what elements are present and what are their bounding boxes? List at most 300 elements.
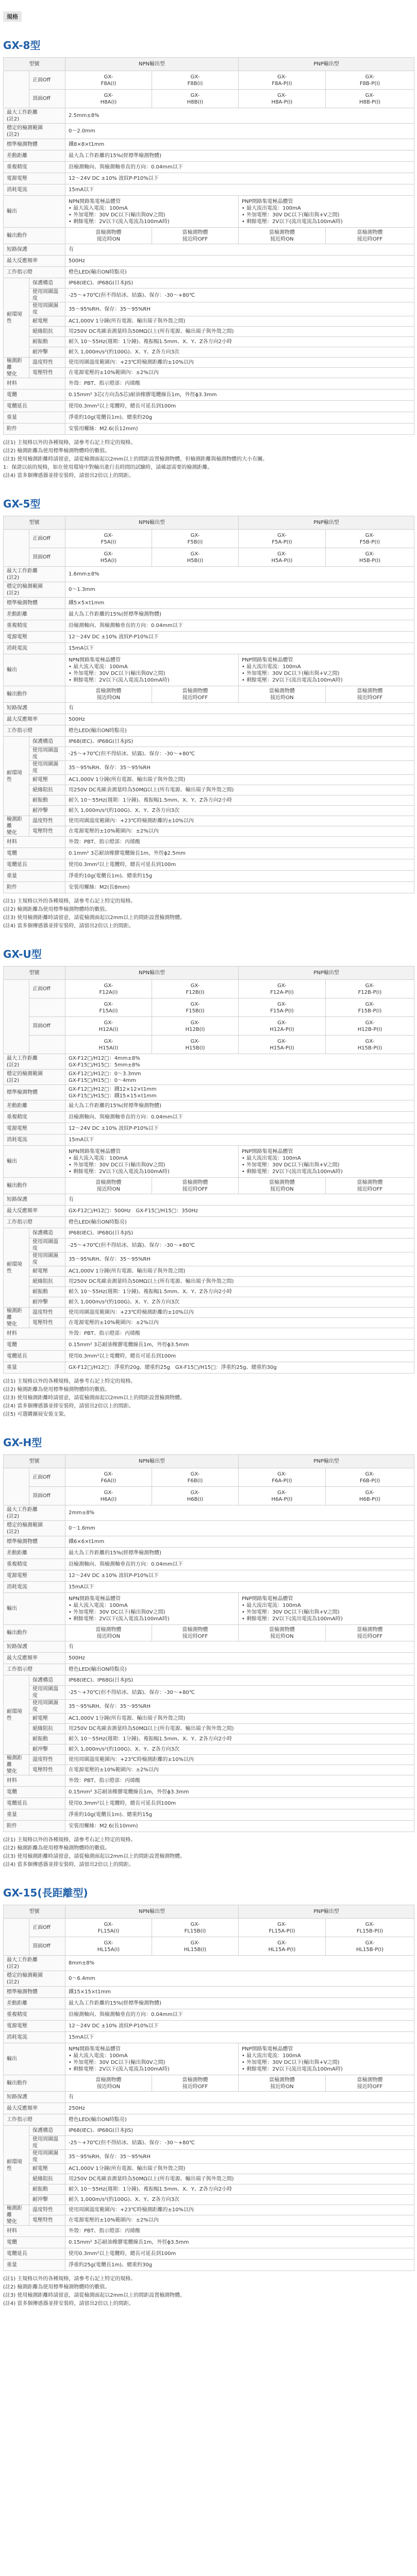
label-cell xyxy=(29,2126,65,2136)
table-row xyxy=(4,162,414,173)
value-cell xyxy=(65,2103,414,2114)
cell-text: 工作指示燈 xyxy=(7,1219,32,1225)
value-cell xyxy=(239,2075,326,2092)
table-row xyxy=(4,816,414,826)
label-cell xyxy=(4,848,65,859)
table-row xyxy=(4,1277,414,1287)
cell-text: 電壓特性 xyxy=(32,370,53,376)
table-row xyxy=(4,1548,414,1559)
label-cell xyxy=(4,859,65,871)
note-line: (註1) 主規格以外的各種規格，請參考右記上特定的規格。 xyxy=(3,1379,136,1384)
cell-text: AC1,000V 1分鐘(所有電源、輸出端子與外殼之間) xyxy=(69,2166,186,2172)
label-cell xyxy=(29,1017,65,1036)
value-cell xyxy=(65,1100,414,1112)
table-row xyxy=(4,2174,414,2184)
cell-text: PNP開路集電極晶體管 • 最大流出電流：100mA • 外加電壓：30V DC以下(輸出與+V之間) • 剩餘電壓：2V以下(流出電流為100mA時) xyxy=(242,657,343,683)
cell-text: 重量 xyxy=(7,1812,17,1818)
cell-text: 重量 xyxy=(7,415,17,420)
note-line: (註2) 檢測距離為使用標準檢測物體時的數值。 xyxy=(3,448,110,454)
value-cell xyxy=(65,1297,414,1308)
value-cell xyxy=(65,2248,414,2260)
model-cell xyxy=(152,1468,239,1487)
label-cell xyxy=(4,1194,65,1206)
label-cell xyxy=(29,1318,65,1328)
cell-text: 材料 xyxy=(7,2228,17,2234)
cell-text: 使用周圍濕度 xyxy=(32,1700,58,1713)
label-cell xyxy=(4,582,65,598)
cell-text: GX- H6B(I) xyxy=(187,1489,204,1502)
cell-text: 保護構造 xyxy=(32,1677,53,1683)
cell-text: GX- H8A(I) xyxy=(100,92,117,105)
table-row xyxy=(4,1641,414,1653)
cell-text: 電源電壓 xyxy=(7,176,27,181)
table-row xyxy=(4,1787,414,1798)
table-row xyxy=(4,1809,414,1821)
table-row xyxy=(4,737,414,747)
cell-text: GX- FL15A-P(I) xyxy=(269,1921,295,1934)
cell-text: 電纜延長 xyxy=(7,1801,27,1806)
cell-text: 使用0.3mm²以上電纜時，總長可延長到100m xyxy=(69,1801,176,1806)
section-title: GX-15(長距離型) xyxy=(3,1887,88,1899)
label-cell xyxy=(4,1070,65,1085)
cell-text: 輸出動作 xyxy=(7,1183,27,1189)
cell-text: 附件 xyxy=(7,426,17,432)
table-row xyxy=(4,1362,414,1374)
cell-text: 正面Off xyxy=(32,77,51,83)
label-cell xyxy=(4,228,65,244)
cell-text: 穩定的檢測範圍 (註2) xyxy=(7,583,43,596)
model-cell xyxy=(239,1017,326,1036)
label-cell xyxy=(4,1593,65,1625)
cell-text: 差動距離 xyxy=(7,2001,27,2006)
header-cell xyxy=(4,967,65,980)
table-row xyxy=(4,1714,414,1724)
value-cell xyxy=(65,620,414,632)
label-cell xyxy=(29,278,65,289)
cell-text: NPN開路集電極晶體管 • 最大流入電流：100mA • 外加電壓：30V DC以下(輸出與0V之間) • 剩餘電壓：2V以下(流入電流為100mA時) xyxy=(69,1148,170,1175)
cell-text: 使用0.3mm²以上電纜時，總長可延長到100m xyxy=(69,403,176,409)
table-row xyxy=(4,1998,414,2009)
cell-text: 耐電壓 xyxy=(32,1716,48,1721)
note-line: (註4) 當多個傳感器並排安裝時，請留出2倍以上的間距。 xyxy=(3,1403,134,1409)
cell-text: NPN輸出型 xyxy=(139,1459,165,1464)
model-cell xyxy=(152,1036,239,1054)
cell-text: GX-F12□/H12□：4mm±8% GX-F15□/H15□：5mm±8% xyxy=(69,1055,140,1068)
model-cell xyxy=(239,71,326,90)
table-row xyxy=(4,725,414,737)
label-cell xyxy=(29,289,65,302)
model-cell xyxy=(65,71,152,90)
cell-text: PNP輸出型 xyxy=(313,970,339,976)
cell-text: GX- H5B(I) xyxy=(187,551,204,564)
cell-text: 耐久 1,000m/s²(約100G)、X、Y、Z各方向3次 xyxy=(69,349,179,355)
table-row xyxy=(4,1134,414,1146)
label-cell xyxy=(29,1734,65,1744)
label-cell xyxy=(4,598,65,609)
cell-text: 沿檢測軸向、與檢測軸垂直的方向：0.04mm以下 xyxy=(69,1562,183,1567)
table-row xyxy=(4,289,414,302)
label-cell xyxy=(29,737,65,747)
label-cell xyxy=(4,1809,65,1821)
label-cell xyxy=(4,1570,65,1582)
table-row xyxy=(4,2043,414,2075)
cell-text: 最大為工作距離的15%(經標準檢測物體) xyxy=(69,612,162,617)
value-cell xyxy=(65,1134,414,1146)
label-cell xyxy=(4,620,65,632)
value-cell xyxy=(65,1734,414,1744)
cell-text: 附件 xyxy=(7,885,17,890)
cell-text: 在電源電壓的±10%範圍內：±2%以內 xyxy=(69,828,159,834)
value-cell xyxy=(152,686,239,703)
cell-text: IP68(IEC)、IP68G(日本JIS) xyxy=(69,1677,134,1683)
value-cell xyxy=(239,686,326,703)
cell-text: IP68(IEC)、IP68G(日本JIS) xyxy=(69,1230,134,1236)
cell-text: 短路保護 xyxy=(7,1644,27,1650)
cell-text: 工作指示燈 xyxy=(7,269,32,275)
cell-text: 短路保護 xyxy=(7,247,27,252)
table-row xyxy=(4,1217,414,1228)
note-line: (註4) 當多個傳感器並排安裝時，請留出2倍以上的間距。 xyxy=(3,1862,134,1868)
model-cell xyxy=(65,548,152,567)
value-cell xyxy=(65,1593,239,1625)
value-cell xyxy=(65,2215,414,2226)
model-cell xyxy=(65,1468,152,1487)
cell-text: 耐沖擊 xyxy=(32,1299,48,1305)
table-row xyxy=(4,582,414,598)
cell-text: 在電源電壓的±10%範圍內：±2%以內 xyxy=(69,2217,159,2223)
cell-text: 1.6mm±8% xyxy=(69,571,99,577)
label-cell xyxy=(29,347,65,358)
table-row xyxy=(4,643,414,654)
value-cell xyxy=(65,1971,414,1987)
cell-text: 耐電壓 xyxy=(32,318,48,324)
note-line: (註3) 使用檢測距離時請留意，請從檢測面起以2mm以上的間距設置檢測物體。 xyxy=(3,1395,186,1401)
label-cell xyxy=(29,1487,65,1505)
cell-text: 最大工作距離 (註2) xyxy=(7,1055,38,1068)
label-cell xyxy=(4,196,65,228)
cell-text: 最大為工作距離的15%(經標準檢測物體) xyxy=(69,1103,162,1109)
label-cell xyxy=(4,882,65,893)
cell-text: 當檢測物體 接近時ON xyxy=(269,1179,295,1192)
value-cell xyxy=(65,2150,414,2164)
label-cell xyxy=(4,871,65,882)
value-cell xyxy=(65,173,414,184)
cell-text: PNP輸出型 xyxy=(313,520,339,526)
value-cell xyxy=(65,1287,414,1297)
label-cell xyxy=(4,1971,65,1987)
cell-text: 沿檢測軸向、與檢測軸垂直的方向：0.04mm以下 xyxy=(69,623,183,629)
label-cell xyxy=(4,632,65,643)
label-cell xyxy=(4,378,65,389)
value-cell xyxy=(65,2114,414,2126)
group-label-cell xyxy=(4,1755,29,1775)
cell-text: GX- F5A-P(I) xyxy=(272,532,292,545)
label-cell xyxy=(4,1775,65,1787)
table-row xyxy=(4,1112,414,1123)
label-cell xyxy=(4,1582,65,1593)
cell-text: 輸出 xyxy=(7,1606,17,1612)
cell-text: 0.15mm² 3芯(方向為5芯)耐油橡膠電纜線長1m，外徑ϕ3.3mm xyxy=(69,392,217,398)
value-cell xyxy=(65,1328,414,1340)
table-row xyxy=(4,1351,414,1362)
cell-text: 絕緣阻抗 xyxy=(32,329,53,334)
cell-text: 材料 xyxy=(7,1331,17,1336)
table-row xyxy=(4,1905,414,1919)
table-row xyxy=(4,1146,414,1178)
cell-text: 最大為工作距離的15%(經標準檢測物體) xyxy=(69,1550,162,1556)
cell-text: GX- F8A(I) xyxy=(101,74,116,87)
value-cell xyxy=(65,1755,414,1765)
value-cell xyxy=(65,686,152,703)
spec-tag: 規格 xyxy=(3,11,22,22)
cell-text: 標準檢測物體 xyxy=(7,142,38,147)
table-row xyxy=(4,1755,414,1765)
cell-text: GX- HL15B(I) xyxy=(184,1940,207,1953)
value-cell xyxy=(65,761,414,775)
value-cell xyxy=(65,1765,414,1775)
label-cell xyxy=(29,90,65,108)
label-cell xyxy=(29,1724,65,1734)
cell-text: GX- H12B(I) xyxy=(185,1020,205,1032)
cell-text: 0～1.6mm xyxy=(69,1526,95,1531)
notes-block xyxy=(3,897,414,930)
model-cell xyxy=(65,1937,152,1956)
cell-text: 使用周圍濕度 xyxy=(32,2150,58,2163)
header-cell xyxy=(4,1905,65,1919)
cell-text: 標準檢測物體 xyxy=(7,1989,38,1995)
cell-text: 15mA以下 xyxy=(69,2035,94,2040)
label-cell xyxy=(29,71,65,90)
cell-text: 溫度特性 xyxy=(32,2207,53,2213)
cell-text: 橙色LED(輸出ON時點亮) xyxy=(69,2117,127,2123)
cell-text: 鐵6×6×t1mm xyxy=(69,1539,105,1545)
table-row xyxy=(4,347,414,358)
value-cell xyxy=(65,1675,414,1686)
cell-text: 35～95%RH、保存：35～95%RH xyxy=(69,1256,151,1262)
table-row xyxy=(4,256,414,267)
label-cell xyxy=(4,124,65,139)
cell-text: 當檢測物體 接近時ON xyxy=(95,2077,122,2090)
cell-text: AC1,000V 1分鐘(所有電源、輸出端子與外殼之間) xyxy=(69,777,186,783)
table-row xyxy=(4,703,414,714)
value-cell xyxy=(65,1686,414,1700)
cell-text: 用250V DC兆歐表測量時為50MΩ以上(所有電源、輸出端子與外殼之間) xyxy=(69,2176,234,2182)
cell-text: 耐沖擊 xyxy=(32,808,48,814)
cell-text: GX-F12□/H12□：淨重約20g、總重約25g GX-F15□/H15□：淨重約25g、總重約30g xyxy=(69,1365,277,1370)
value-cell xyxy=(65,2021,414,2032)
cell-text: 15mA以下 xyxy=(69,187,94,193)
table-row xyxy=(4,327,414,337)
value-cell xyxy=(65,1505,414,1521)
cell-text: 外殼：PBT、指示燈部：丙烯酸 xyxy=(69,381,140,386)
cell-text: GX- H6A-P(I) xyxy=(271,1489,293,1502)
cell-text: 短路保護 xyxy=(7,1197,27,1202)
value-cell xyxy=(65,859,414,871)
value-cell xyxy=(65,1228,414,1239)
table-row xyxy=(4,1017,414,1036)
table-row xyxy=(4,337,414,347)
label-cell xyxy=(29,2215,65,2226)
value-cell xyxy=(65,747,414,761)
value-cell xyxy=(65,1809,414,1821)
group-label-cell xyxy=(4,1675,29,1755)
label-cell xyxy=(4,1328,65,1340)
cell-text: GX- H12B-P(I) xyxy=(357,1020,382,1032)
label-cell xyxy=(4,173,65,184)
table-row xyxy=(4,389,414,401)
label-cell xyxy=(4,1054,65,1070)
note-line: (註3) 使用檢測距離時請留意，請從檢測面起以2mm以上的間距設置檢測物體，但檢測距離與檢測物體的大小有關。 xyxy=(3,456,268,462)
note-line: (註1) 主規格以外的各種規格，請參考右記上特定的規格。 xyxy=(3,899,136,904)
value-cell xyxy=(65,725,414,737)
cell-text: 使用周圍溫度範圍內：+23℃時檢測距離的±10%以內 xyxy=(69,1310,194,1315)
cell-text: 檢測距離 變化 xyxy=(7,1308,22,1327)
cell-text: 電纜 xyxy=(7,1342,17,1348)
cell-text: 沿檢測軸向、與檢測軸垂直的方向：0.04mm以下 xyxy=(69,164,183,170)
value-cell xyxy=(65,1178,152,1194)
value-cell xyxy=(65,795,414,806)
cell-text: 耐沖擊 xyxy=(32,2197,48,2202)
label-cell xyxy=(4,1521,65,1536)
cell-text: 電源電壓 xyxy=(7,2023,27,2029)
value-cell xyxy=(65,1641,414,1653)
model-cell xyxy=(152,548,239,567)
model-cell xyxy=(152,90,239,108)
cell-text: 最大反應頻率 xyxy=(7,2106,38,2111)
cell-text: 保護構造 xyxy=(32,1230,53,1236)
table-row xyxy=(4,184,414,196)
label-cell xyxy=(29,1675,65,1686)
value-cell xyxy=(65,1653,414,1664)
value-cell xyxy=(65,378,414,389)
label-cell xyxy=(29,2150,65,2164)
cell-text: 使用周圍溫度 xyxy=(32,2137,58,2149)
cell-text: 材料 xyxy=(7,839,17,845)
cell-text: 沿檢測軸向、與檢測軸垂直的方向：0.04mm以下 xyxy=(69,1114,183,1120)
cell-text: 頂面Off xyxy=(32,1943,51,1949)
table-row xyxy=(4,1775,414,1787)
label-cell xyxy=(4,256,65,267)
cell-text: 用250V DC兆歐表測量時為50MΩ以上(所有電源、輸出端子與外殼之間) xyxy=(69,329,234,334)
label-cell xyxy=(29,1287,65,1297)
value-cell xyxy=(65,1112,414,1123)
cell-text: GX- H15A(I) xyxy=(98,1038,119,1051)
value-cell xyxy=(326,1178,414,1194)
label-cell xyxy=(4,423,65,435)
cell-text: GX- H12A-P(I) xyxy=(270,1020,294,1032)
table-row xyxy=(4,150,414,162)
cell-text: 溫度特性 xyxy=(32,818,53,824)
cell-text: 鐵8×8×t1mm xyxy=(69,142,105,147)
cell-text: 材料 xyxy=(7,1778,17,1784)
cell-text: 耐振動 xyxy=(32,339,48,345)
cell-text: GX- H6B-P(I) xyxy=(359,1489,381,1502)
cell-text: GX- F5A(I) xyxy=(101,532,116,545)
label-cell xyxy=(29,368,65,378)
table-row xyxy=(4,1239,414,1252)
table-row xyxy=(4,1570,414,1582)
label-cell xyxy=(4,1987,65,1998)
model-cell xyxy=(65,1036,152,1054)
cell-text: GX- HL15A(I) xyxy=(97,1940,120,1953)
table-row xyxy=(4,2092,414,2103)
table-row xyxy=(4,316,414,327)
label-cell xyxy=(29,980,65,998)
label-cell xyxy=(4,1821,65,1832)
cell-text: 最大工作距離 (註2) xyxy=(7,109,38,122)
cell-text: 500Hz xyxy=(69,717,85,722)
label-cell xyxy=(4,567,65,582)
cell-text: GX- FL15A(I) xyxy=(97,1921,120,1934)
table-row xyxy=(4,1724,414,1734)
cell-text: 正面Off xyxy=(32,1475,51,1480)
label-cell xyxy=(4,703,65,714)
table-row xyxy=(4,775,414,785)
cell-text: 耐久 10～55Hz(週期：1分鐘)、複振幅1.5mm、X、Y、Z各方向2小時 xyxy=(69,1736,232,1742)
table-row xyxy=(4,1328,414,1340)
cell-text: 耐振動 xyxy=(32,1289,48,1295)
cell-text: 耐電壓 xyxy=(32,2166,48,2172)
value-cell xyxy=(65,2126,414,2136)
table-row xyxy=(4,267,414,278)
label-cell xyxy=(4,1206,65,1217)
cell-text: 12～24V DC ±10% 波紋P-P10%以下 xyxy=(69,176,159,181)
label-cell xyxy=(29,1252,65,1266)
cell-text: 有 xyxy=(69,247,74,252)
cell-text: 型號 xyxy=(29,61,40,67)
value-cell xyxy=(65,1206,414,1217)
label-cell xyxy=(29,1765,65,1775)
value-cell xyxy=(65,1146,239,1178)
table-row xyxy=(4,548,414,567)
cell-text: 有 xyxy=(69,1644,74,1650)
cell-text: 耐久 10～55Hz(週期：1分鐘)、複振幅1.5mm、X、Y、Z各方向2小時 xyxy=(69,1289,232,1295)
label-cell xyxy=(4,2021,65,2032)
cell-text: 使用周圍溫度範圍內：+23℃時檢測距離的±10%以內 xyxy=(69,2207,194,2213)
label-cell xyxy=(29,2195,65,2205)
table-row xyxy=(4,196,414,228)
table-row xyxy=(4,2226,414,2237)
model-cell xyxy=(326,548,414,567)
table-row xyxy=(4,423,414,435)
cell-text: 檢測距離 變化 xyxy=(7,358,22,377)
label-cell xyxy=(4,1146,65,1178)
cell-text: 標準檢測物體 xyxy=(7,1539,38,1545)
value-cell xyxy=(65,2032,414,2043)
label-cell xyxy=(4,1787,65,1798)
model-cell xyxy=(326,980,414,998)
value-cell xyxy=(65,643,414,654)
cell-text: 頂面Off xyxy=(32,554,51,560)
cell-text: -25～+70℃(但不得結冰、結露)、保存：-30～+80℃ xyxy=(69,1242,195,1248)
table-row xyxy=(4,1653,414,1664)
cell-text: 電纜延長 xyxy=(7,403,27,409)
cell-text: 當檢測物體 接近時ON xyxy=(95,229,122,242)
header-cell xyxy=(4,58,65,71)
table-row xyxy=(4,2075,414,2092)
cell-text: 差動距離 xyxy=(7,153,27,159)
model-cell xyxy=(239,530,326,548)
cell-text: 電纜 xyxy=(7,392,17,398)
table-row xyxy=(4,1468,414,1487)
model-cell xyxy=(65,1919,152,1937)
cell-text: 電纜 xyxy=(7,851,17,856)
cell-text: 電壓特性 xyxy=(32,1320,53,1326)
label-cell xyxy=(29,358,65,368)
cell-text: 電壓特性 xyxy=(32,1767,53,1773)
header-cell xyxy=(239,516,414,530)
cell-text: 重複精度 xyxy=(7,623,27,629)
